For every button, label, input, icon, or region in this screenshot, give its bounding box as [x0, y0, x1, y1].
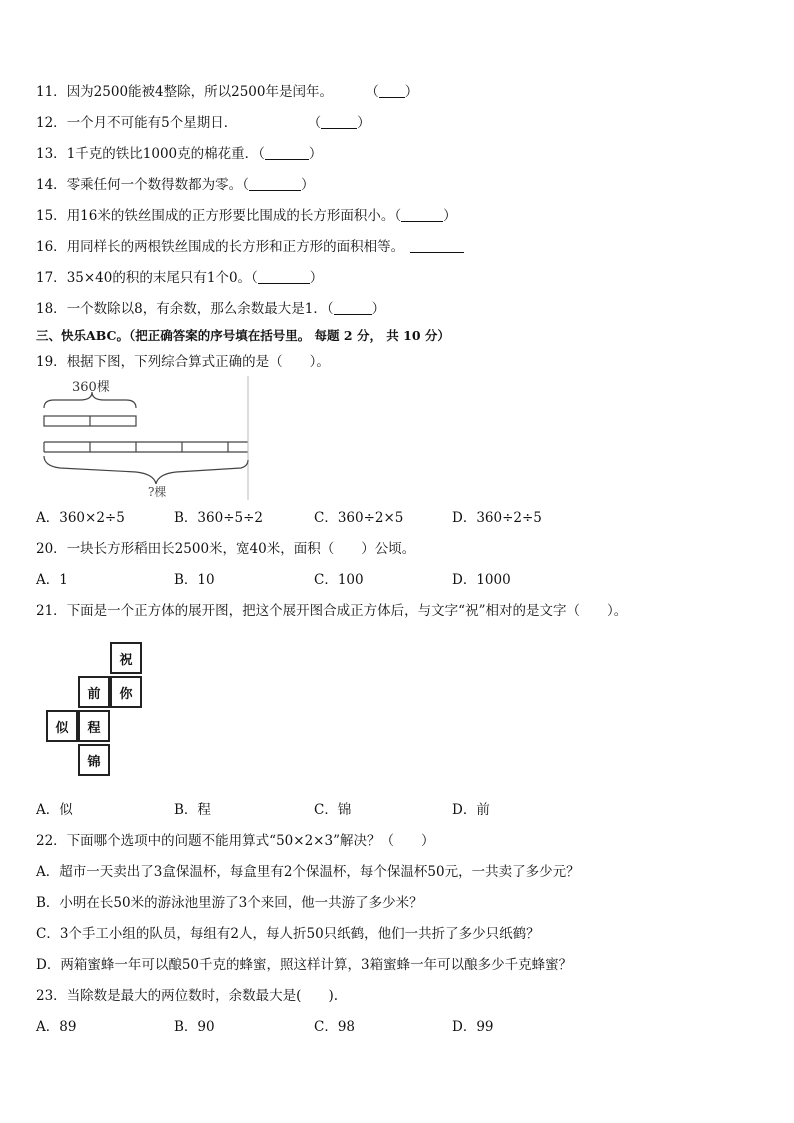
option-b[interactable]: B．小明在长50米的游泳池里游了3个来回，他一共游了多少米？ [36, 895, 423, 911]
question-12: 12．一个月不可能有5个星期日． （ ） [36, 115, 371, 131]
answer-blank[interactable] [321, 115, 357, 129]
option-b[interactable]: B．90 [174, 1019, 215, 1035]
question-text: 用16米的铁丝围成的正方形要比围成的长方形面积小。 [66, 208, 395, 224]
question-text: 用同样长的两根铁丝围成的长方形和正方形的面积相等。 [66, 239, 405, 255]
question-number: 13． [36, 146, 67, 162]
question-number: 19． [36, 354, 67, 370]
question-20 [36, 540, 415, 558]
question-text: 下面哪个选项中的问题不能用算式“50×2×3”解决？（ ） [66, 833, 435, 849]
answer-blank[interactable] [265, 146, 309, 160]
question-21 [36, 602, 627, 620]
question-16 [36, 238, 464, 256]
question-text: 下面是一个正方体的展开图，把这个展开图合成正方体后，与文字“祝”相对的是文字（ ）。 [66, 603, 628, 619]
answer-blank[interactable] [249, 177, 301, 191]
option-b[interactable]: B．10 [174, 572, 215, 588]
question-number: 15． [36, 208, 67, 224]
figure-top-label: 360棵 [72, 380, 110, 395]
question-text: 35×40的积的末尾只有1个0。 [66, 270, 252, 286]
figure-bottom-label: ?棵 [148, 485, 167, 499]
cube-face-cheng: 程 [78, 710, 110, 742]
answer-blank[interactable] [379, 84, 405, 98]
question-text: 一块长方形稻田长2500米，宽40米，面积（ ）公顷。 [66, 541, 416, 557]
question-18: 18．一个数除以8，有余数，那么余数最大是1．（ ） [36, 301, 386, 317]
question-number: 14． [36, 177, 67, 193]
answer-blank[interactable] [410, 239, 464, 253]
question-number: 12． [36, 115, 67, 131]
question-text: 一个数除以8，有余数，那么余数最大是1． [66, 301, 327, 317]
option-d[interactable]: D．1000 [452, 572, 511, 588]
question-22 [36, 832, 434, 850]
section-heading: 三、快乐ABC。（把正确答案的序号填在括号里。 每题 2 分， 共 10 分） [36, 328, 450, 343]
question-23 [36, 987, 338, 1005]
option-a[interactable]: A．89 [36, 1019, 77, 1035]
question-text: 因为2500能被4整除，所以2500年是闰年。 [66, 84, 333, 100]
answer-blank[interactable] [334, 301, 372, 315]
question-11: 11．因为2500能被4整除，所以2500年是闰年。 （ ） [36, 84, 419, 100]
question-19 [36, 353, 330, 371]
question-text: 根据下图，下列综合算式正确的是（ ）。 [66, 354, 330, 370]
question-number: 23． [36, 988, 67, 1004]
option-a[interactable]: A．似 [36, 802, 73, 818]
answer-blank[interactable] [401, 208, 443, 222]
option-b[interactable]: B．程 [174, 802, 211, 818]
cube-face-qian: 前 [78, 676, 110, 708]
cube-face-si: 似 [46, 710, 78, 742]
option-a[interactable]: A．超市一天卖出了3盒保温杯，每盒里有2个保温杯，每个保温杯50元，一共卖了多少元？ [36, 864, 580, 880]
cube-net [44, 642, 164, 784]
question-15: 15．用16米的铁丝围成的正方形要比围成的长方形面积小。（ ） [36, 208, 457, 224]
question-text: 当除数是最大的两位数时，余数最大是( ). [66, 988, 339, 1004]
option-c[interactable]: C．360÷2×5 [314, 510, 404, 526]
option-c[interactable]: C．100 [314, 572, 364, 588]
question-number: 16． [36, 239, 67, 255]
question-number: 18． [36, 301, 67, 317]
question-number: 20． [36, 541, 67, 557]
option-d[interactable]: D．前 [452, 802, 490, 818]
question-17: 17．35×40的积的末尾只有1个0。（ ） [36, 270, 324, 286]
option-a[interactable]: A．360×2÷5 [36, 510, 125, 526]
line-segment-diagram [36, 376, 256, 500]
option-a[interactable]: A．1 [36, 572, 68, 588]
option-c[interactable]: C．锦 [314, 802, 352, 818]
cube-face-zhu: 祝 [110, 642, 142, 674]
option-c[interactable]: C．3个手工小组的队员，每组有2人，每人折50只纸鹤，他们一共折了多少只纸鹤？ [36, 926, 540, 942]
option-d[interactable]: D．360÷2÷5 [452, 510, 542, 526]
question-text: 1千克的铁比1000克的棉花重． [66, 146, 259, 162]
cube-face-jin: 锦 [78, 744, 110, 776]
bottom-brace [44, 456, 248, 484]
question-number: 17． [36, 270, 67, 286]
option-d[interactable]: D．99 [452, 1019, 494, 1035]
question-14: 14．零乘任何一个数得数都为零。（ ） [36, 177, 315, 193]
question-text: 零乘任何一个数得数都为零。 [66, 177, 243, 193]
question-13: 13．1千克的铁比1000克的棉花重．（ ） [36, 146, 323, 162]
answer-blank[interactable] [258, 270, 310, 284]
option-d[interactable]: D．两箱蜜蜂一年可以酿50千克的蜂蜜，照这样计算，3箱蜜蜂一年可以酿多少千克蜂蜜？ [36, 957, 573, 973]
cube-face-ni: 你 [110, 676, 142, 708]
question-number: 21． [36, 603, 67, 619]
question-text: 一个月不可能有5个星期日． [66, 115, 238, 131]
option-c[interactable]: C．98 [314, 1019, 356, 1035]
question-number: 22． [36, 833, 67, 849]
question-number: 11． [36, 84, 67, 100]
option-b[interactable]: B．360÷5÷2 [174, 510, 263, 526]
